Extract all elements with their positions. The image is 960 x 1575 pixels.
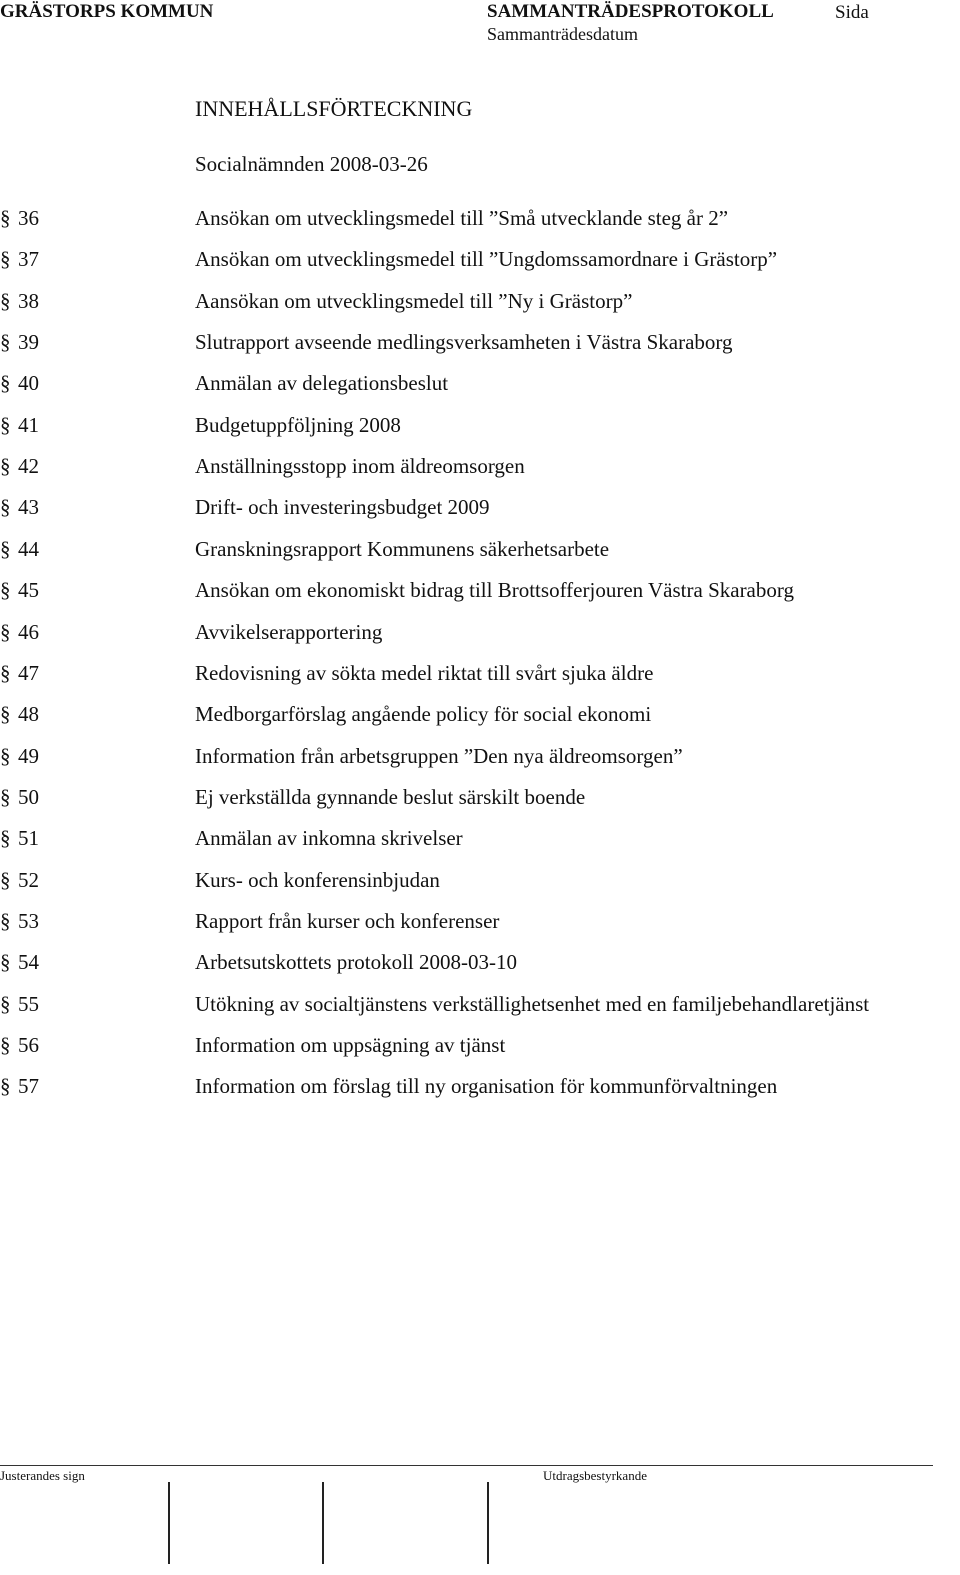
toc-item — [0, 413, 960, 443]
footer-divider — [0, 1465, 933, 1466]
section-symbol: § — [0, 1074, 11, 1099]
toc-item — [0, 661, 960, 691]
item-title: Drift- och investeringsbudget 2009 — [195, 495, 490, 520]
item-title: Information från arbetsgruppen ”Den nya äldreomsorgen” — [195, 743, 683, 768]
section-number: 51 — [18, 826, 39, 851]
section-number: 43 — [18, 495, 39, 520]
item-title: Medborgarförslag angående policy för social ekonomi — [195, 702, 652, 727]
toc-item — [0, 868, 960, 898]
section-number: 44 — [18, 536, 39, 561]
item-title: Ansökan om ekonomiskt bidrag till Brottsofferjouren Västra Skaraborg — [195, 578, 794, 603]
section-symbol: § — [0, 412, 11, 437]
toc-item — [0, 909, 960, 939]
section-number: 38 — [18, 288, 39, 313]
document-title: INNEHÅLLSFÖRTECKNING — [195, 96, 473, 121]
section-number: 47 — [18, 660, 39, 685]
section-number: 46 — [18, 619, 39, 644]
item-title: Information om förslag till ny organisation för kommunförvaltningen — [195, 1074, 778, 1099]
item-title: Ansökan om utvecklingsmedel till ”Små utvecklande steg år 2” — [195, 206, 729, 230]
footer-justerandes-sign: Justerandes sign — [0, 1468, 85, 1483]
item-title: Anställningsstopp inom äldreomsorgen — [195, 454, 525, 479]
section-number: 39 — [18, 330, 39, 355]
section-symbol: § — [0, 206, 11, 230]
item-title: Budgetuppföljning 2008 — [195, 412, 401, 437]
item-title: Ej verkställda gynnande beslut särskilt boende — [195, 784, 586, 809]
toc-item — [0, 495, 960, 525]
item-title: Redovisning av sökta medel riktat till svårt sjuka äldre — [195, 660, 654, 685]
section-number: 37 — [18, 247, 39, 272]
item-title: Ansökan om utvecklingsmedel till ”Ungdomssamordnare i Grästorp” — [195, 247, 778, 272]
item-title: Granskningsrapport Kommunens säkerhetsarbete — [195, 536, 610, 561]
section-symbol: § — [0, 950, 11, 975]
toc-item — [0, 330, 960, 360]
toc-item — [0, 620, 960, 650]
section-symbol: § — [0, 660, 11, 685]
item-title: Arbetsutskottets protokoll 2008-03-10 — [195, 950, 517, 975]
section-symbol: § — [0, 495, 11, 520]
section-symbol: § — [0, 578, 11, 603]
meeting-name: Socialnämnden 2008-03-26 — [195, 152, 428, 176]
page-label: Sida — [835, 2, 869, 23]
section-symbol: § — [0, 247, 11, 272]
item-title: Aansökan om utvecklingsmedel till ”Ny i Grästorp” — [195, 288, 633, 313]
toc-item — [0, 785, 960, 815]
toc-item — [0, 371, 960, 401]
section-number: 42 — [18, 454, 39, 479]
section-number: 53 — [18, 908, 39, 933]
section-symbol: § — [0, 1033, 11, 1057]
item-title: Utökning av socialtjänstens verkställighetsenhet med en familjebehandlaretjänst — [195, 991, 870, 1016]
organization-name: GRÄSTORPS KOMMUN — [0, 1, 214, 22]
toc-item — [0, 826, 960, 856]
section-number: 57 — [18, 1074, 39, 1099]
toc-item — [0, 744, 960, 774]
toc-item — [0, 206, 960, 236]
toc-item — [0, 289, 960, 319]
item-title: Anmälan av inkomna skrivelser — [195, 826, 463, 851]
toc-item — [0, 537, 960, 567]
section-number: 41 — [18, 412, 39, 437]
item-title: Kurs- och konferensinbjudan — [195, 867, 440, 892]
section-number: 49 — [18, 743, 39, 768]
signature-line — [487, 1482, 489, 1564]
section-symbol: § — [0, 908, 11, 933]
section-number: 56 — [18, 1033, 39, 1057]
toc-item — [0, 1074, 960, 1104]
toc-item — [0, 702, 960, 732]
document-type: SAMMANTRÄDESPROTOKOLL — [487, 1, 774, 22]
section-symbol: § — [0, 619, 11, 644]
item-title: Avvikelserapportering — [195, 619, 383, 644]
section-symbol: § — [0, 867, 11, 892]
toc-item — [0, 578, 960, 608]
section-symbol: § — [0, 702, 11, 727]
item-title: Slutrapport avseende medlingsverksamheten i Västra Skaraborg — [195, 330, 733, 355]
section-symbol: § — [0, 784, 11, 809]
toc-item — [0, 992, 960, 1022]
toc-item — [0, 247, 960, 277]
section-number: 40 — [18, 371, 39, 396]
section-number: 48 — [18, 702, 39, 727]
section-symbol: § — [0, 826, 11, 851]
section-symbol: § — [0, 330, 11, 355]
section-number: 54 — [18, 950, 39, 975]
section-symbol: § — [0, 454, 11, 479]
item-title: Information om uppsägning av tjänst — [195, 1033, 506, 1057]
signature-line — [322, 1482, 324, 1564]
section-number: 55 — [18, 991, 39, 1016]
item-title: Anmälan av delegationsbeslut — [195, 371, 449, 396]
footer-utdragsbestyrkande: Utdragsbestyrkande — [543, 1468, 647, 1483]
item-title: Rapport från kurser och konferenser — [195, 908, 500, 933]
section-symbol: § — [0, 743, 11, 768]
section-number: 36 — [18, 206, 39, 230]
section-number: 50 — [18, 784, 39, 809]
section-symbol: § — [0, 288, 11, 313]
toc-item — [0, 950, 960, 980]
signature-line — [168, 1482, 170, 1564]
toc-item — [0, 454, 960, 484]
toc-item — [0, 1033, 960, 1063]
section-symbol: § — [0, 536, 11, 561]
section-symbol: § — [0, 991, 11, 1016]
meeting-date-label: Sammanträdesdatum — [487, 24, 638, 44]
section-number: 52 — [18, 867, 39, 892]
section-number: 45 — [18, 578, 39, 603]
section-symbol: § — [0, 371, 11, 396]
